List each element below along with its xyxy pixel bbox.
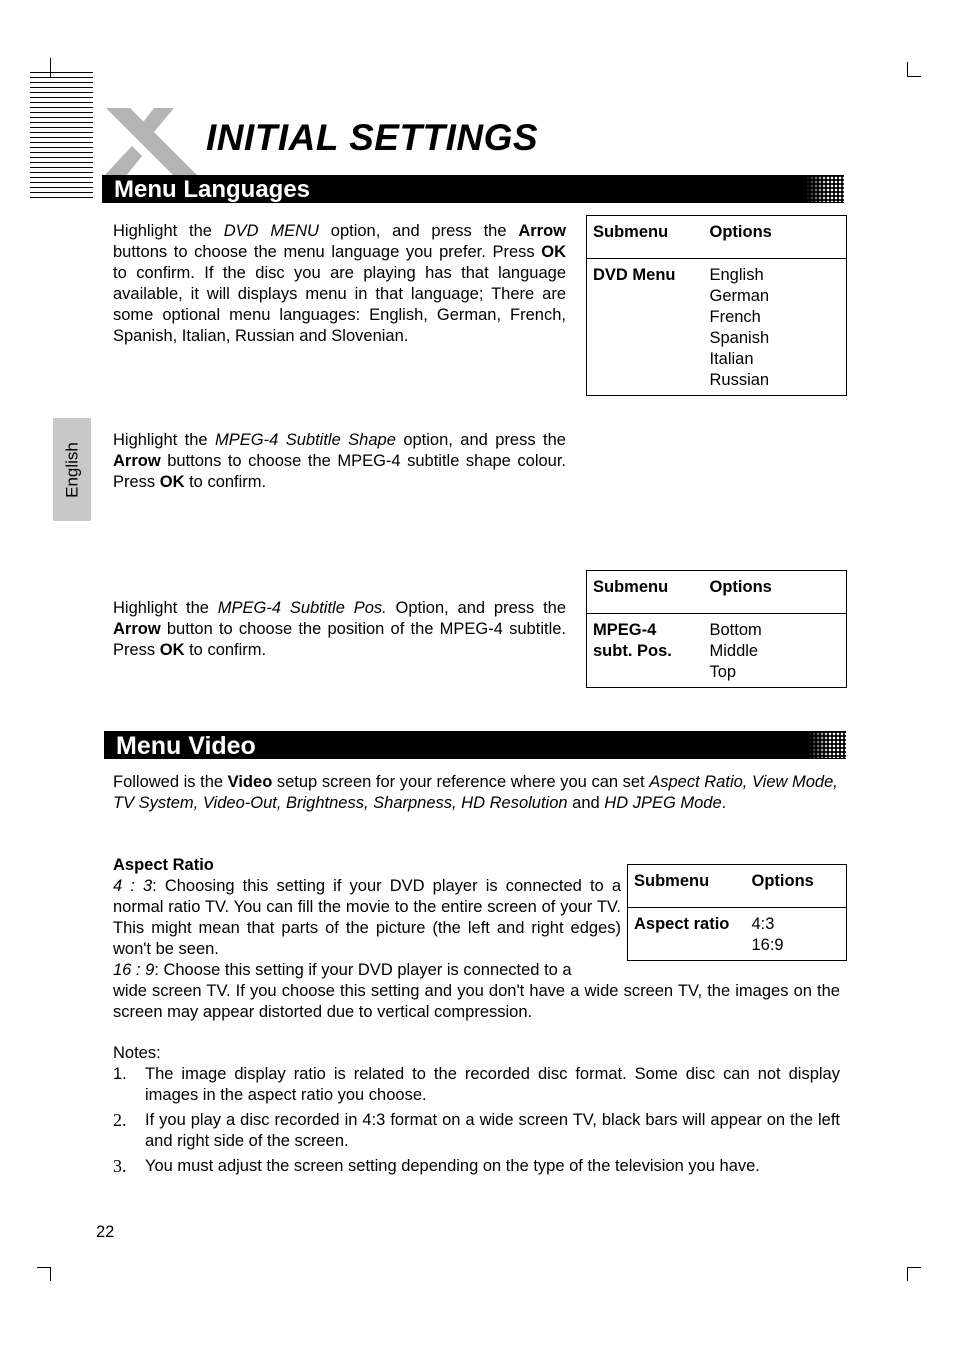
option-item: 4:3 [751, 915, 775, 933]
option-item: Top [709, 663, 737, 681]
note-text: You must adjust the screen setting depending on the type of the television you have. [145, 1157, 760, 1175]
crop-mark-bottom-left [37, 1267, 51, 1268]
video-intro-paragraph [113, 772, 840, 814]
text-run: button to choose the position of the MPEG-4 subtitle. Press [113, 620, 566, 659]
header-dot-pattern [806, 176, 844, 202]
option-item: Italian [709, 350, 754, 368]
text-run: OK [541, 243, 566, 261]
aspect-169-continuation: wide screen TV. If you choose this setting and you don't have a wide screen TV, the images on the screen may appear distorted due to vertical compression. [113, 982, 840, 1021]
page-title: INITIAL SETTINGS [206, 117, 539, 158]
option-item: Russian [709, 371, 770, 389]
text-run: Arrow [113, 452, 161, 470]
section-title: Menu Video [116, 732, 256, 760]
option-item: German [709, 287, 770, 305]
text-run: Arrow [113, 620, 161, 638]
aspect-ratio-heading: Aspect Ratio [113, 856, 214, 874]
option-item: Middle [709, 642, 759, 660]
text-run: option, and press the [318, 222, 519, 240]
col-submenu-header: Submenu [634, 872, 710, 890]
submenu-line: MPEG-4 [593, 621, 657, 639]
submenu-cell: Aspect ratio [634, 915, 730, 933]
subtitle-pos-paragraph [113, 598, 566, 661]
section-header-menu-video [104, 731, 846, 759]
submenu-line: subt. Pos. [593, 642, 672, 660]
text-run: : Choose this setting if your DVD player is connected to a [154, 961, 572, 979]
header-stripes [30, 72, 93, 200]
note-number: 2. [113, 1110, 127, 1130]
page-number: 22 [96, 1223, 115, 1241]
option-item: Bottom [709, 621, 762, 639]
text-run: Aspect Ratio, View Mode, TV System, Video-Out, Brightness, Sharpness, HD Resolution [113, 773, 838, 812]
dvd-menu-paragraph [113, 221, 566, 347]
text-run: Highlight the [113, 431, 216, 449]
text-run: MPEG-4 Subtitle Shape [215, 431, 396, 449]
side-tab-label: English [62, 441, 82, 498]
submenu-cell: DVD Menu [593, 266, 676, 284]
aspect-43-paragraph [113, 876, 621, 960]
dvd-menu-options-table [586, 215, 847, 396]
text-run: : Choosing this setting if your DVD player is connected to a normal ratio TV. You can fill the movie to the entire screen of your TV. This might mean that parts of the picture (the left and right edges) won't be seen. [113, 877, 622, 958]
crop-mark-bottom-right [907, 1267, 921, 1268]
note-text: If you play a disc recorded in 4:3 format on a wide screen TV, black bars will appear on the left and right side of the screen. [145, 1111, 840, 1150]
col-submenu-header: Submenu [593, 578, 669, 596]
text-run: Option, and press the [386, 599, 567, 617]
header-dot-pattern [808, 732, 846, 758]
note-number: 3. [113, 1156, 127, 1176]
col-options-header: Options [709, 578, 772, 596]
aspect-ratio-options-table [627, 864, 847, 961]
section-title: Menu Languages [114, 176, 311, 203]
text-run: option, and press the [395, 431, 566, 449]
text-run: Followed is the [113, 773, 228, 791]
submenu-cell [587, 614, 704, 688]
brand-x-logo [100, 104, 200, 178]
aspect-169-first-line [113, 960, 623, 981]
text-run: 4 : 3 [113, 877, 153, 895]
crop-mark-top-right [907, 62, 908, 76]
col-submenu-header: Submenu [593, 223, 669, 241]
text-run: MPEG-4 Subtitle Pos. [217, 599, 387, 617]
section-header-menu-languages [102, 175, 844, 203]
text-run: Arrow [518, 222, 566, 240]
options-cell [746, 908, 847, 961]
crop-mark-bottom-right-v [907, 1267, 908, 1281]
text-run: Highlight the [113, 599, 218, 617]
option-item: French [709, 308, 761, 326]
subtitle-pos-options-table [586, 570, 847, 688]
col-options-header: Options [751, 872, 814, 890]
text-run: buttons to choose the MPEG-4 subtitle shape colour. Press [113, 452, 566, 491]
options-cell [704, 259, 847, 396]
text-run: Highlight the [113, 222, 224, 240]
text-run: OK [159, 473, 185, 491]
note-number: 1. [113, 1065, 127, 1083]
note-item [113, 1110, 840, 1152]
note-text: The image display ratio is related to the recorded disc format. Some disc can not display images in the aspect ratio you choose. [145, 1065, 840, 1104]
crop-mark-bottom-left-v [50, 1267, 51, 1281]
notes-label: Notes: [113, 1044, 161, 1062]
text-run: DVD MENU [223, 222, 319, 240]
text-run: to confirm. [184, 641, 267, 659]
col-options-header: Options [709, 223, 772, 241]
notes-list [113, 1064, 840, 1177]
options-cell [704, 614, 847, 688]
text-run: Video [227, 773, 273, 791]
subtitle-shape-paragraph [113, 430, 566, 493]
text-run: HD JPEG Mode [604, 794, 722, 812]
text-run: 16 : 9 [113, 961, 155, 979]
option-item: English [709, 266, 764, 284]
text-run: setup screen for your reference where you can set [272, 773, 650, 791]
note-item [113, 1064, 840, 1106]
text-run: to confirm. [184, 473, 267, 491]
option-item: 16:9 [751, 936, 784, 954]
text-run: buttons to choose the menu language you prefer. Press [113, 243, 542, 261]
language-side-tab [53, 418, 91, 521]
text-run: to confirm. If the disc you are playing has that language available, it will displays menu in that language; There are some optional menu languages: English, German, French, Spanish, Italian, Russian and Slovenian. [113, 264, 566, 345]
crop-mark-top-right-h [907, 76, 921, 77]
option-item: Spanish [709, 329, 770, 347]
text-run: OK [159, 641, 185, 659]
text-run: . [721, 794, 727, 812]
note-item [113, 1156, 840, 1177]
text-run: and [567, 794, 605, 812]
